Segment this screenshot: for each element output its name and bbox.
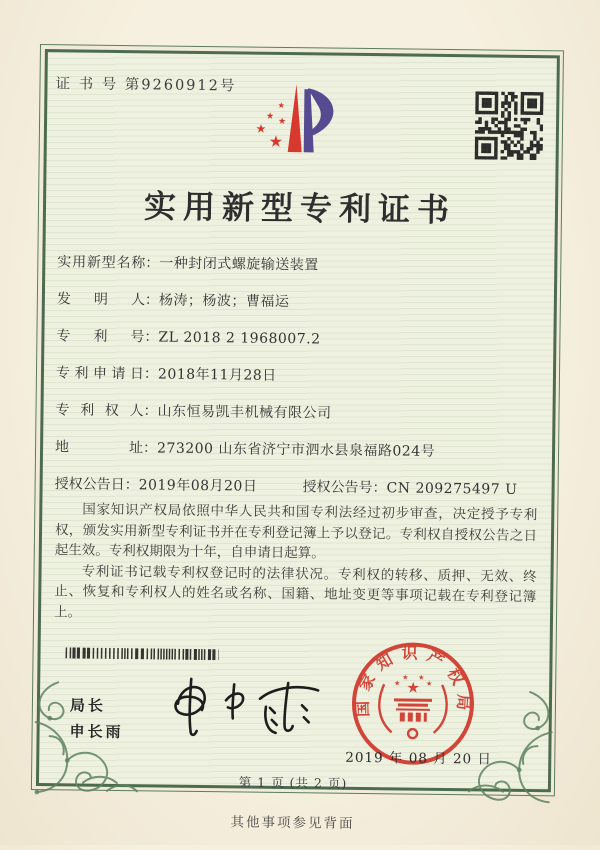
certificate-content (31, 44, 564, 796)
field-colon: ： (143, 403, 158, 420)
field-colon: ： (372, 480, 387, 497)
seal-date: 2019 年 08 月 20 日 (345, 749, 493, 768)
field-value: 2018年11月28日 (157, 366, 277, 384)
cnipa-logo-icon (251, 81, 344, 162)
page-number: 第 1 页 (共 2 页) (238, 774, 348, 791)
field-colon: ： (124, 477, 139, 494)
field-colon: ： (142, 440, 158, 457)
signer-name: 申长雨 (69, 722, 124, 742)
signer-title: 局长 (69, 696, 107, 715)
field-row-patent-number (56, 324, 540, 354)
svg-text:★: ★ (394, 679, 401, 688)
field-row-patentee (55, 398, 539, 428)
barcode (65, 647, 218, 660)
corner-flourish-icon (23, 678, 142, 797)
certificate-title: 实用新型专利证书 (143, 187, 457, 230)
svg-text:★: ★ (426, 679, 433, 688)
field-label: 专利号 (56, 328, 145, 346)
field-colon: ： (144, 292, 159, 309)
certificate-sheet (31, 44, 564, 796)
logo-star-icon: ★ (268, 131, 284, 151)
grant-date-group (55, 476, 258, 494)
field-value: 山东恒易凯丰机械有限公司 (157, 403, 332, 422)
director-signature-icon (163, 674, 336, 748)
field-label: 专利权人 (55, 402, 144, 420)
grant-number-group (302, 475, 517, 502)
scanned-certificate (30, 44, 564, 850)
field-row-inventor (57, 287, 541, 317)
logo-star-icon: ★ (255, 121, 267, 136)
field-colon: ： (144, 329, 159, 346)
seal-text: 国家知识产权局 (352, 643, 474, 719)
svg-text:★: ★ (418, 673, 425, 682)
field-label: 发明人 (56, 291, 145, 309)
field-value: 杨涛；杨波；曹福运 (158, 292, 290, 311)
qr-code (475, 91, 544, 160)
field-colon: ： (143, 366, 159, 383)
svg-text:★: ★ (406, 678, 421, 697)
logo-star-icon: ★ (266, 111, 275, 122)
field-value: 2019年08月20日 (138, 477, 258, 495)
field-row-filing-date (56, 361, 540, 391)
legal-text (54, 499, 537, 628)
field-label: 授权公告号 (302, 479, 373, 497)
field-label: 授权公告日 (54, 476, 125, 494)
field-label: 实用新型名称 (57, 254, 146, 272)
field-row-address (55, 435, 539, 465)
field-value: CN 209275497 U (386, 480, 518, 498)
corner-flourish-icon (445, 687, 564, 806)
certificate-number: 证 书 号 第9260912号 (55, 76, 237, 95)
field-list (54, 250, 541, 515)
legal-paragraph: 专利证书记载专利权登记时的法律状况。专利权的转移、质押、无效、终止、恢复和专利权人的姓名或名称、国籍、地址变更等事项记载在专利登记簿上。 (53, 563, 537, 621)
field-value: 一种封闭式螺旋输送装置 (159, 255, 319, 274)
field-row-grant (54, 472, 538, 502)
field-label: 专利申请日 (55, 365, 145, 383)
svg-text:★: ★ (402, 673, 409, 682)
field-label: 地址 (54, 439, 144, 457)
field-value: ZL 2018 2 1968007.2 (158, 329, 321, 348)
field-value: 273200 山东省济宁市泗水县泉福路024号 (156, 440, 436, 460)
legal-paragraph: 国家知识产权局依照中华人民共和国专利法经过初步审查，决定授予专利权，颁发实用新型专利证书并在专利登记簿上予以登记。专利权自授权公告之日起生效。专利权期限为十年，自申请日起算。 (54, 501, 538, 562)
back-note: 其他事项参见背面 (230, 814, 355, 832)
field-colon: ： (145, 255, 160, 272)
field-row-name (57, 250, 541, 280)
national-emblem-icon (379, 673, 447, 738)
logo-star-icon: ★ (277, 116, 287, 128)
logo-star-icon: ★ (277, 100, 285, 110)
